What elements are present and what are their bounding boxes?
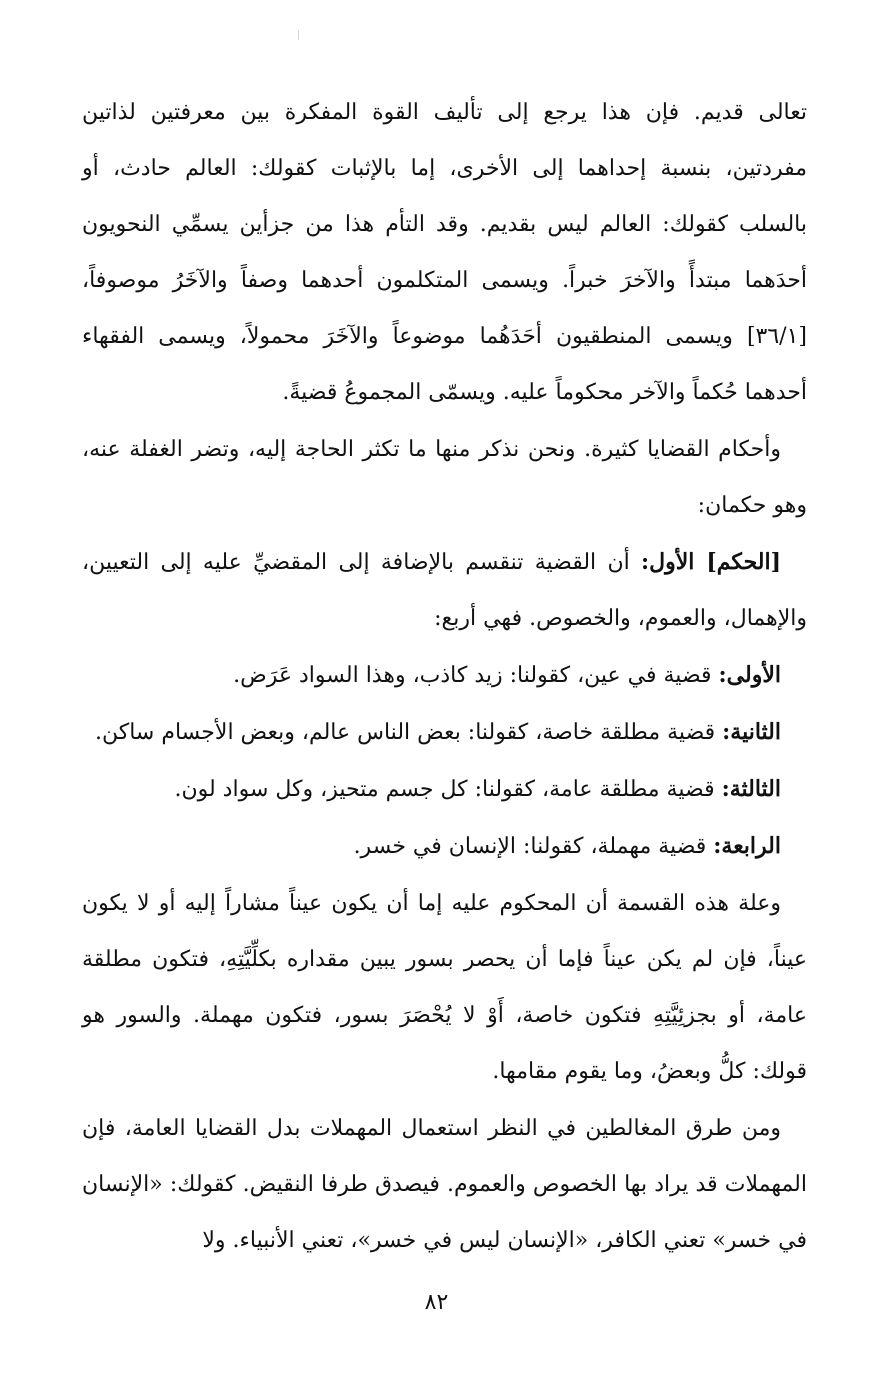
body-text	[82, 84, 807, 1269]
paragraph-heading: الثالثة:	[721, 776, 781, 802]
paragraph-fallacies	[82, 1100, 807, 1269]
paragraph-text: ومن طرق المغالطين في النظر استعمال المهملات بدل القضايا العامة، فإن المهملات قد يراد بها الخصوص والعموم. فيصدق طرفا النقيض. كقولك: «الإنسان في خسر» تعني الكافر، «الإنسان ليس في خسر»، تعني الأنبياء. ولا	[82, 1116, 807, 1253]
paragraph-third-type	[82, 761, 807, 818]
paragraph-heading: الأولى:	[718, 662, 781, 688]
paragraph-fourth-type	[82, 818, 807, 875]
paragraph-heading: الثانية:	[722, 719, 781, 745]
paragraph-intro	[82, 84, 807, 421]
paragraph-text: قضية مطلقة عامة، كقولنا: كل جسم متحيز، وكل سواد لون.	[174, 777, 722, 802]
paragraph-text: تعالى قديم. فإن هذا يرجع إلى تأليف القوة المفكرة بين معرفتين لذاتين مفردتين، بنسبة إحداهما إلى الأخرى، إما بالإثبات كقولك: العالم حادث، أو بالسلب كقولك: العالم ليس بقديم. وقد التأم هذا من جزأين يسمِّي النحويون أحدَهما مبتدأً والآخرَ خبراً. ويسمى المتكلمون أحدهما وصفاً والآخَرُ موصوفاً، [٣٦/١] ويسمى المنطقيون أحَدَهُما موضوعاً والآخَرَ محمولاً، ويسمى الفقهاء أحدهما حُكماً والآخر محكوماً عليه. ويسمّى المجموعُ قضيةً.	[82, 100, 807, 405]
paragraph-second-type	[82, 704, 807, 761]
paragraph-text: قضية في عين، كقولنا: زيد كاذب، وهذا السواد عَرَض.	[233, 663, 719, 688]
paragraph-heading: [الحكم] الأول:	[641, 549, 781, 575]
paragraph-text: وعلة هذه القسمة أن المحكوم عليه إما أن يكون عيناً مشاراً إليه أو لا يكون عيناً، فإن لم يكن عيناً فإما أن يحصر بسور يبين مقداره بكلِّيَّتِهِ، فتكون مطلقة عامة، أو بجزئِيَّتِهِ فتكون خاصة، أَوْ لا يُحْصَرَ بسور، فتكون مهملة. والسور هو قولك: كلُّ وبعضُ، وما يقوم مقامها.	[82, 891, 807, 1084]
paragraph-first-type	[82, 647, 807, 704]
paragraph-text: أن القضية تنقسم بالإضافة إلى المقضيِّ عليه إلى التعيين، والإهمال، والعموم، والخصوص. فهي أربع:	[82, 550, 807, 631]
paragraph-heading: الرابعة:	[713, 833, 781, 859]
paragraph-text: وأحكام القضايا كثيرة. ونحن نذكر منها ما تكثر الحاجة إليه، وتضر الغفلة عنه، وهو حكمان:	[82, 437, 807, 518]
paragraph-text: قضية مطلقة خاصة، كقولنا: بعض الناس عالم، وبعض الأجسام ساكن.	[95, 720, 723, 745]
paragraph-rulings	[82, 421, 807, 534]
paragraph-first-ruling	[82, 534, 807, 647]
paragraph-text: قضية مهملة، كقولنا: الإنسان في خسر.	[353, 834, 714, 859]
paragraph-division-reason	[82, 875, 807, 1100]
scan-mark	[298, 30, 299, 40]
page-number: ٨٢	[424, 1290, 449, 1315]
